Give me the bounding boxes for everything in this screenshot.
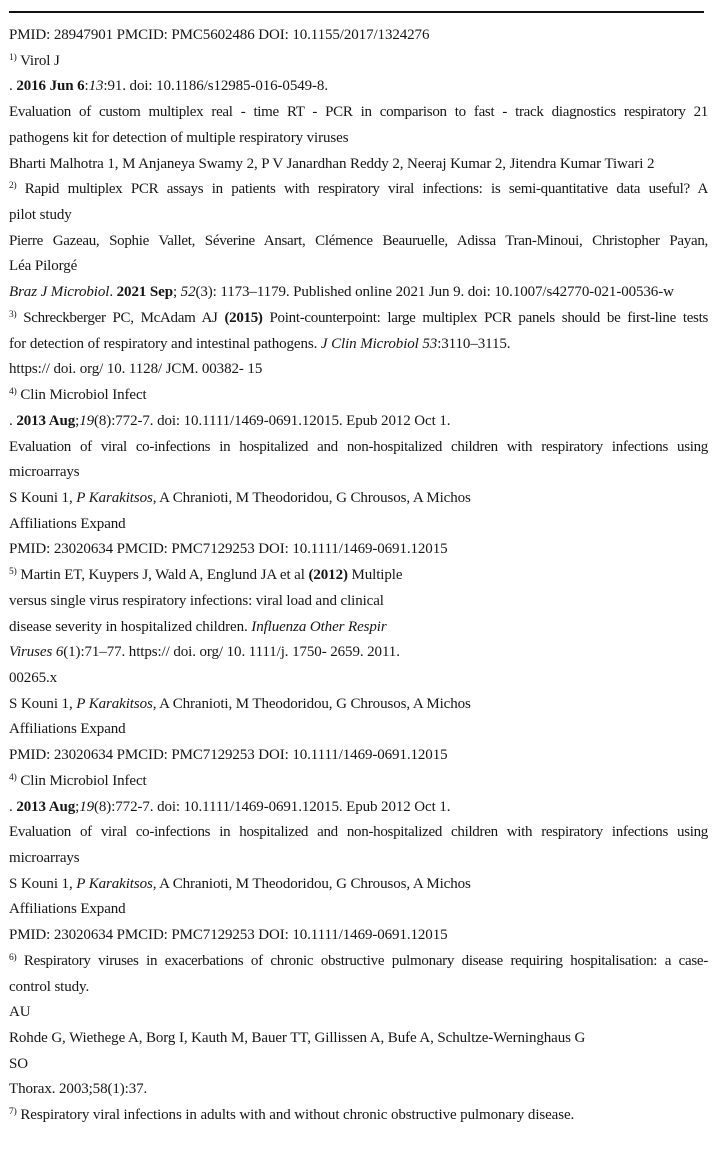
text-run: (2015) [224, 309, 263, 326]
text-run: Schreckberger PC, McAdam AJ [16, 309, 225, 326]
text-run: control study. [9, 978, 90, 995]
reference-line [9, 100, 708, 126]
text-run: Influenza Other Respir [251, 618, 387, 635]
document-body [9, 23, 708, 1129]
text-run: J Clin Microbiol 53 [320, 335, 438, 352]
text-run: S Kouni 1, [9, 695, 77, 712]
reference-line [9, 74, 708, 100]
text-run: versus single virus respiratory infections: viral load and clinical [9, 592, 384, 609]
text-run: . [9, 78, 17, 95]
reference-number: 2) [9, 181, 17, 192]
reference-line [9, 1077, 708, 1103]
reference-line [9, 254, 708, 280]
text-run: 2016 Jun 6 [16, 78, 85, 95]
reference-line [9, 666, 708, 692]
reference-line [9, 435, 708, 461]
text-run: pathogens kit for detection of multiple respiratory viruses [9, 129, 349, 146]
text-run: ; [172, 284, 181, 301]
text-run: Martin ET, Kuypers J, Wald A, Englund JA et al [16, 567, 309, 584]
text-run: (1):71–77. https:// doi. org/ 10. 1111/j. 1750- 2659. 2011. [63, 644, 400, 661]
reference-line [9, 1000, 708, 1026]
text-run: , A Chranioti, M Theodoridou, G Chrousos, A Michos [152, 875, 471, 892]
text-run: Affiliations Expand [9, 721, 126, 738]
text-run: Respiratory viruses in exacerbations of chronic obstructive pulmonary disease requiring hospitalisation: a case- [16, 952, 708, 969]
reference-line [9, 1026, 708, 1052]
reference-line [9, 872, 708, 898]
text-run: . [109, 284, 117, 301]
text-run: Pierre Gazeau, Sophie Vallet, Séverine Ansart, Clémence Beauruelle, Adissa Tran-Minoui, Christopher Payan, [9, 232, 708, 249]
top-rule [9, 11, 704, 13]
text-run: Clin Microbiol Infect [16, 387, 147, 404]
text-run: Affiliations Expand [9, 515, 126, 532]
document-page [0, 11, 717, 1129]
text-run: pilot study [9, 207, 72, 224]
reference-line [9, 1103, 708, 1129]
text-run: microarrays [9, 850, 80, 866]
text-run: Viruses 6 [9, 644, 64, 661]
reference-line [9, 923, 708, 949]
reference-line [9, 23, 708, 49]
text-run: PMID: 23020634 PMCID: PMC7129253 DOI: 10.1111/1469-0691.12015 [9, 541, 448, 558]
reference-line [9, 512, 708, 538]
text-run: https:// doi. org/ 10. 1128/ JCM. 00382- 15 [9, 361, 263, 378]
text-run: PMID: 28947901 PMCID: PMC5602486 DOI: 10.1155/2017/1324276 [9, 27, 430, 43]
text-run: Braz J Microbiol [9, 284, 110, 301]
text-run: Point-counterpoint: large multiplex PCR panels should be first-line tests [262, 309, 708, 326]
text-run: 52 [180, 284, 196, 301]
text-run: (8):772-7. doi: 10.1111/1469-0691.12015. Epub 2012 Oct 1. [94, 412, 451, 429]
reference-line [9, 229, 708, 255]
text-run: PMID: 23020634 PMCID: PMC7129253 DOI: 10.1111/1469-0691.12015 [9, 927, 448, 944]
text-run: Bharti Malhotra 1, M Anjaneya Swamy 2, P V Janardhan Reddy 2, Neeraj Kumar 2, Jitendra Kumar Tiwari 2 [9, 155, 655, 172]
text-run: P Karakitsos [76, 489, 153, 506]
reference-line [9, 563, 708, 589]
reference-line [9, 949, 708, 975]
reference-line [9, 975, 708, 1001]
text-run: Evaluation of viral co-infections in hospitalized and non-hospitalized children with respiratory infections using [9, 824, 708, 841]
text-run: 19 [79, 798, 95, 815]
text-run: . [9, 412, 17, 429]
reference-line [9, 357, 708, 383]
text-run: P Karakitsos [76, 875, 153, 892]
reference-line [9, 1052, 708, 1078]
reference-line [9, 280, 708, 306]
reference-line [9, 409, 708, 435]
text-run: S Kouni 1, [9, 875, 77, 892]
text-run: :91. doi: 10.1186/s12985-016-0549-8. [103, 78, 328, 95]
reference-line [9, 126, 708, 152]
reference-line [9, 152, 708, 178]
reference-line [9, 717, 708, 743]
text-run: 2013 Aug [16, 798, 76, 815]
reference-line [9, 203, 708, 229]
reference-line [9, 897, 708, 923]
text-run: . [9, 798, 17, 815]
text-run: Rohde G, Wiethege A, Borg I, Kauth M, Bauer TT, Gillissen A, Bufe A, Schultze-Werninghaus G [9, 1030, 586, 1047]
text-run: S Kouni 1, [9, 489, 77, 506]
text-run: for detection of respiratory and intestinal pathogens. [9, 335, 321, 352]
text-run: 2021 Sep [116, 284, 173, 301]
reference-number: 5) [9, 567, 17, 578]
text-run: 2013 Aug [16, 412, 76, 429]
reference-line [9, 769, 708, 795]
text-run: Evaluation of custom multiplex real - time RT - PCR in comparison to fast - track diagnostics respiratory 21 [9, 104, 708, 121]
text-run: ; [75, 412, 80, 429]
text-run: Affiliations Expand [9, 901, 126, 918]
reference-line [9, 537, 708, 563]
reference-number: 6) [9, 952, 17, 963]
reference-number: 3) [9, 309, 17, 320]
reference-number: 1) [9, 52, 17, 63]
text-run: 00265.x [9, 669, 58, 686]
text-run: Multiple [347, 567, 403, 584]
text-run: Rapid multiplex PCR assays in patients with respiratory viral infections: is semi-quantitative data useful? A [16, 181, 708, 198]
text-run: 19 [79, 412, 95, 429]
reference-line [9, 49, 708, 75]
text-run: Evaluation of viral co-infections in hospitalized and non-hospitalized children with respiratory infections using [9, 438, 708, 455]
text-run: , A Chranioti, M Theodoridou, G Chrousos, A Michos [152, 489, 471, 506]
text-run: SO [9, 1055, 28, 1072]
text-run: Léa Pilorgé [9, 258, 78, 275]
reference-line [9, 486, 708, 512]
reference-line [9, 332, 708, 358]
reference-line [9, 846, 708, 872]
text-run: (2012) [308, 567, 348, 584]
text-run: , A Chranioti, M Theodoridou, G Chrousos, A Michos [152, 695, 471, 712]
text-run: Clin Microbiol Infect [16, 772, 147, 789]
reference-line [9, 589, 708, 615]
text-run: (3): 1173–1179. Published online 2021 Jun 9. doi: 10.1007/s42770-021-00536-w [195, 284, 674, 301]
text-run: : [84, 78, 89, 95]
text-run: :3110–3115. [437, 335, 511, 352]
reference-number: 7) [9, 1107, 17, 1118]
reference-line [9, 460, 708, 486]
text-run: AU [9, 1004, 31, 1021]
text-run: Virol J [16, 52, 60, 69]
text-run: microarrays [9, 464, 80, 481]
reference-line [9, 306, 708, 332]
reference-line [9, 743, 708, 769]
reference-line [9, 820, 708, 846]
text-run: PMID: 23020634 PMCID: PMC7129253 DOI: 10.1111/1469-0691.12015 [9, 747, 448, 764]
reference-line [9, 177, 708, 203]
reference-number: 4) [9, 772, 17, 783]
text-run: (8):772-7. doi: 10.1111/1469-0691.12015. Epub 2012 Oct 1. [94, 798, 451, 815]
text-run: disease severity in hospitalized children. [9, 618, 252, 635]
reference-number: 4) [9, 387, 17, 398]
text-run: 13 [88, 78, 104, 95]
text-run: ; [75, 798, 80, 815]
reference-line [9, 640, 708, 666]
reference-line [9, 692, 708, 718]
text-run: P Karakitsos [76, 695, 153, 712]
reference-line [9, 383, 708, 409]
reference-line [9, 795, 708, 821]
text-run: Thorax. 2003;58(1):37. [9, 1081, 148, 1098]
text-run: Respiratory viral infections in adults with and without chronic obstructive pulmonary disease. [16, 1107, 575, 1124]
reference-line [9, 615, 708, 641]
